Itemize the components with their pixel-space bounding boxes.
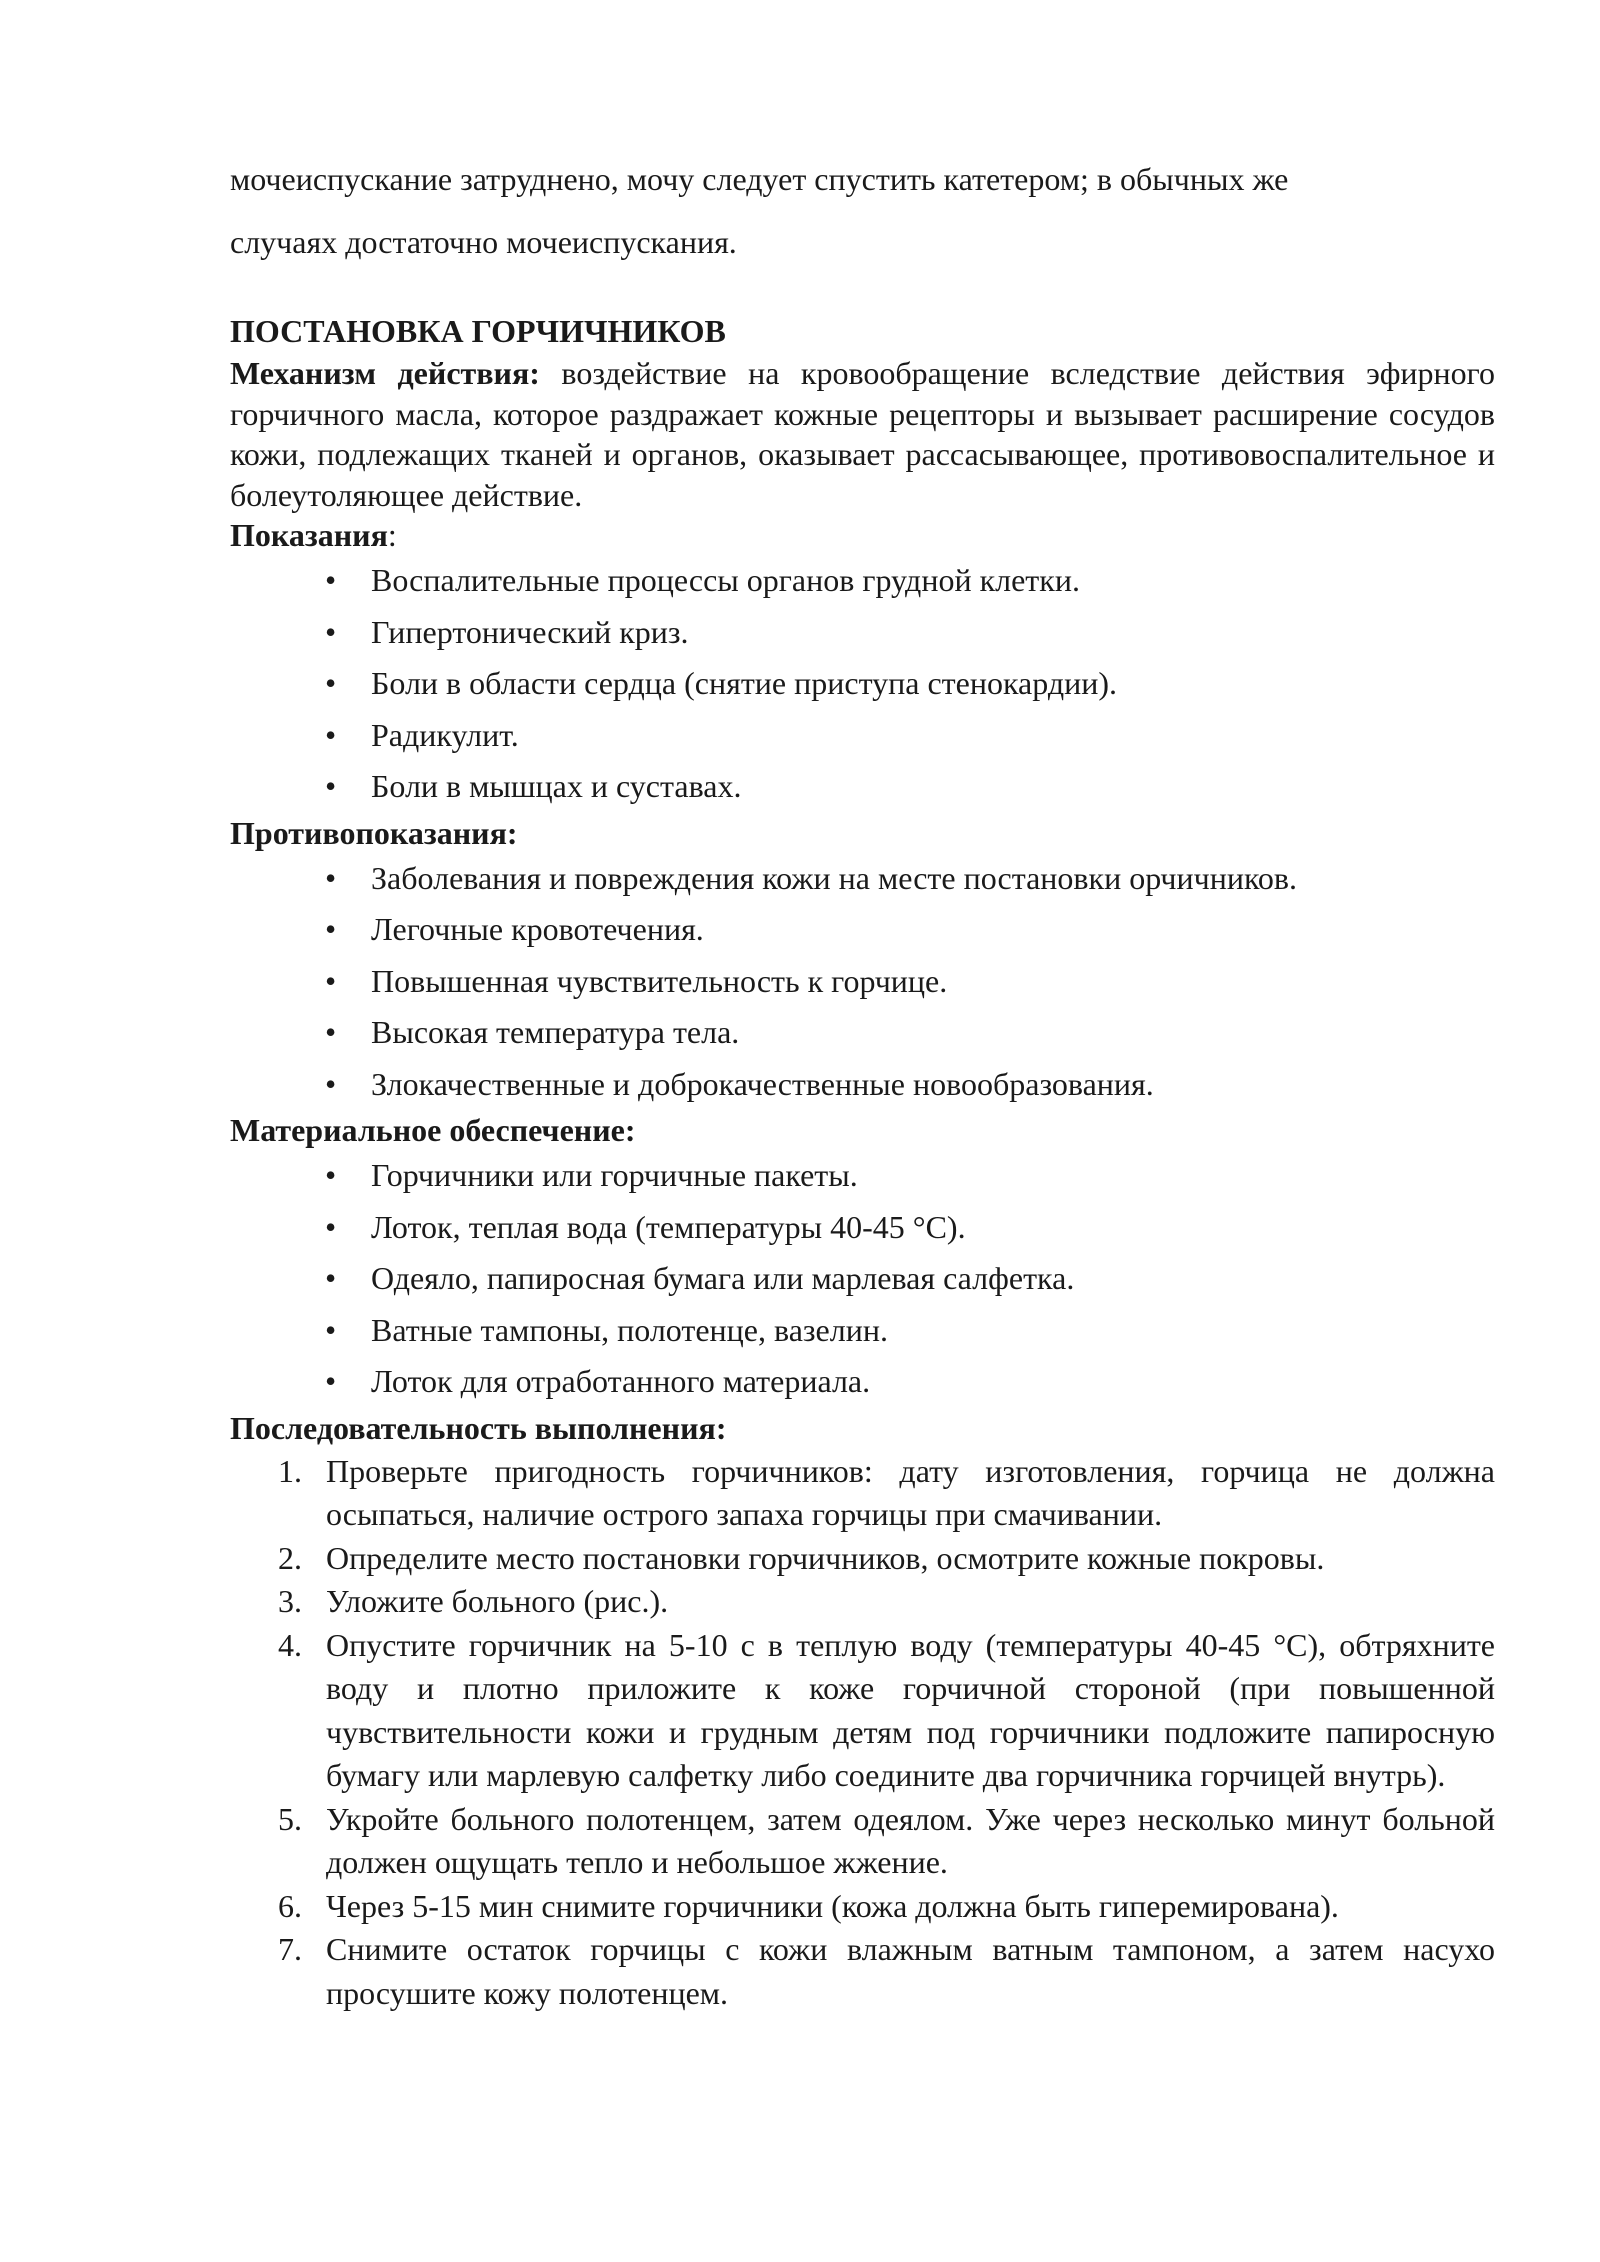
list-item [325, 1356, 1495, 1408]
indications-heading [230, 515, 1495, 555]
step-text: Снимите остаток горчицы с кожи влажным ватным тампоном, а затем насухо просушите кожу полотенцем. [326, 1931, 1495, 2011]
list-item [325, 710, 1495, 762]
bullet-icon: • [325, 613, 337, 650]
bullet-icon: • [325, 1157, 337, 1193]
bullet-icon: • [325, 665, 337, 701]
list-item [325, 1007, 1495, 1059]
bullet-icon: • [325, 911, 337, 947]
list-item [325, 658, 1495, 710]
intro-line-1: мочеиспускание затруднено, мочу следует спустить катетером; в обычных же [230, 161, 1289, 197]
section-title: ПОСТАНОВКА ГОРЧИЧНИКОВ [230, 313, 726, 349]
step-text: Определите место постановки горчичников, осмотрите кожные покровы. [326, 1539, 1325, 1576]
list-item [325, 1150, 1495, 1202]
list-item-text: Заболевания и повреждения кожи на месте постановки орчичников. [371, 859, 1297, 896]
indications-label: Показания [230, 517, 388, 553]
step-text: Проверьте пригодность горчичников: дату изготовления, горчица не должна осыпаться, наличие острого запаха горчицы при смачивании. [326, 1452, 1495, 1532]
bullet-icon: • [325, 1311, 337, 1348]
step-text: Опустите горчичник на 5-10 с в теплую воду (температуры 40-45 °С), обтряхните воду и плотно приложите к коже горчичной стороной (при повышенной чувствительности кожи и грудным детям под горчичники подложите папиросную бумагу или марлевую салфетку либо соедините два горчичника горчицей внутрь). [326, 1626, 1495, 1793]
step-item [278, 1624, 1495, 1798]
materials-list [230, 1150, 1495, 1408]
bullet-icon: • [325, 1014, 337, 1050]
step-item [278, 1450, 1495, 1537]
list-item [325, 1305, 1495, 1357]
step-number: 3. [278, 1583, 302, 1619]
list-item-text: Ватные тампоны, полотенце, вазелин. [371, 1311, 888, 1348]
list-item-text: Легочные кровотечения. [371, 911, 704, 947]
list-item-text: Лоток для отработанного материала. [371, 1363, 871, 1399]
list-item [325, 607, 1495, 659]
step-text: Через 5-15 мин снимите горчичники (кожа должна быть гиперемирована). [326, 1887, 1339, 1924]
bullet-icon: • [325, 716, 337, 753]
list-item-text: Радикулит. [371, 716, 519, 753]
list-item [325, 956, 1495, 1008]
steps-heading: Последовательность выполнения: [230, 1409, 727, 1446]
materials-heading: Материальное обеспечение: [230, 1112, 636, 1148]
list-item [325, 1253, 1495, 1305]
step-number: 5. [278, 1800, 302, 1837]
contraindications-list [230, 853, 1495, 1111]
bullet-icon: • [325, 562, 337, 598]
list-item-text: Гипертонический криз. [371, 613, 689, 650]
list-item-text: Высокая температура тела. [371, 1014, 740, 1050]
list-item [325, 853, 1495, 905]
list-item-text: Лоток, теплая вода (температуры 40-45 °С). [371, 1208, 966, 1245]
mechanism-label: Механизм действия: [230, 355, 540, 391]
bullet-icon: • [325, 1065, 337, 1102]
list-item [325, 904, 1495, 956]
step-number: 2. [278, 1539, 302, 1576]
step-text: Уложите больного (рис.). [326, 1583, 669, 1619]
step-number: 1. [278, 1452, 302, 1489]
list-item [325, 555, 1495, 607]
mechanism-paragraph [230, 353, 1495, 515]
bullet-icon: • [325, 962, 337, 999]
step-number: 7. [278, 1931, 302, 1967]
list-item-text: Воспалительные процессы органов грудной клетки. [371, 562, 1080, 598]
steps-list [230, 1450, 1495, 2016]
list-item [325, 1059, 1495, 1111]
step-item [278, 1885, 1495, 1929]
list-item [325, 1202, 1495, 1254]
bullet-icon: • [325, 768, 337, 804]
intro-line-2: случаях достаточно мочеиспускания. [230, 224, 737, 260]
step-item [278, 1928, 1495, 2015]
bullet-icon: • [325, 1208, 337, 1245]
contraindications-heading: Противопоказания: [230, 814, 518, 851]
bullet-icon: • [325, 1363, 337, 1399]
indications-colon: : [387, 517, 397, 553]
step-item [278, 1537, 1495, 1581]
step-item [278, 1798, 1495, 1885]
bullet-icon: • [325, 859, 337, 896]
list-item-text: Повышенная чувствительность к горчице. [371, 962, 948, 999]
mechanism-text: воздействие на кровообращение вследствие действия эфирного горчичного масла, которое раздражает кожные рецепторы и вызывает расширение сосудов кожи, подлежащих тканей и органов, оказывает рассасывающее, противовоспалительное и болеутоляющее действие. [230, 355, 1496, 513]
list-item-text: Злокачественные и доброкачественные новообразования. [371, 1065, 1154, 1102]
step-number: 6. [278, 1887, 302, 1924]
list-item [325, 761, 1495, 813]
bullet-icon: • [325, 1260, 337, 1296]
list-item-text: Горчичники или горчичные пакеты. [371, 1157, 858, 1193]
step-item [278, 1580, 1495, 1624]
list-item-text: Боли в области сердца (снятие приступа стенокардии). [371, 665, 1118, 701]
list-item-text: Боли в мышцах и суставах. [371, 768, 742, 804]
indications-list [230, 555, 1495, 813]
step-text: Укройте больного полотенцем, затем одеялом. Уже через несколько минут больной должен ощущать тепло и небольшое жжение. [326, 1800, 1495, 1880]
intro-paragraph [230, 148, 1495, 274]
list-item-text: Одеяло, папиросная бумага или марлевая салфетка. [371, 1260, 1075, 1296]
step-number: 4. [278, 1626, 302, 1663]
